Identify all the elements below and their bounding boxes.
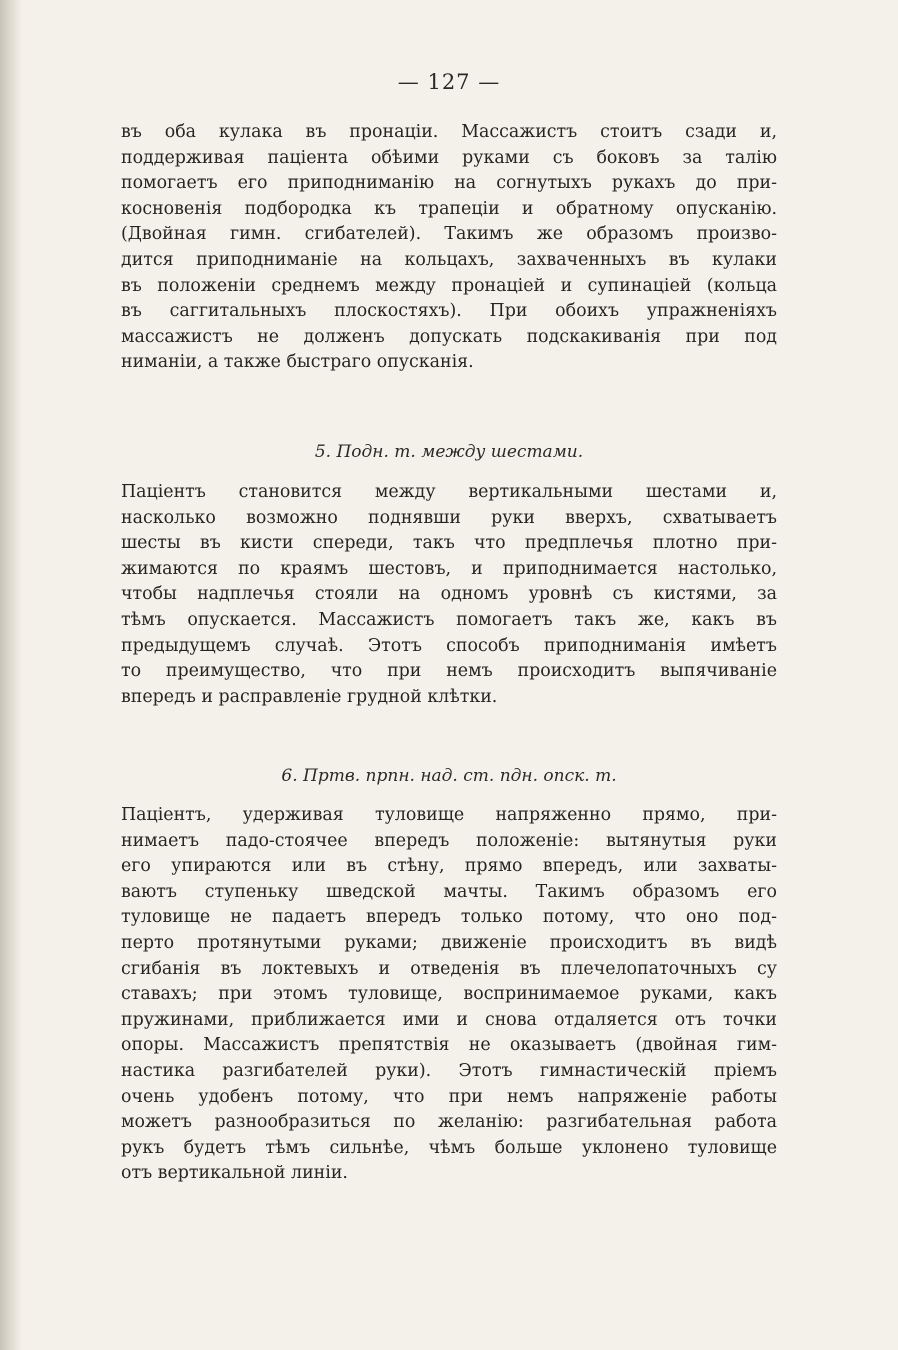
paragraph-1 xyxy=(121,120,777,376)
text-line: ставахъ; при этомъ туловище, воспринимаемое руками, какъ xyxy=(121,984,777,1005)
text-line: чтобы надплечья стояли на одномъ уровнѣ съ кистями, за xyxy=(121,584,777,605)
text-line: шесты въ кисти спереди, такъ что предплечья плотно при- xyxy=(121,533,777,554)
text-line: туловище не падаетъ впередъ только потому, что оно под- xyxy=(121,907,777,928)
text-line: въ саггитальныхъ плоскостяхъ). При обоихъ упражненіяхъ xyxy=(121,301,777,322)
paragraph-2 xyxy=(121,480,777,710)
text-line: настика разгибателей руки). Этотъ гимнастическій пріемъ xyxy=(121,1060,777,1081)
text-line: его упираются или въ стѣну, прямо впередъ, или захваты- xyxy=(121,856,777,877)
text-line: можетъ разнообразиться по желанію: разгибательная работа xyxy=(121,1112,777,1133)
page-number: — 127 — xyxy=(397,70,501,94)
text-line: (Двойная гимн. сгибателей). Такимъ же образомъ произво- xyxy=(121,224,777,245)
text-line: рукъ будетъ тѣмъ сильнѣе, чѣмъ больше уклонено туловище xyxy=(121,1137,777,1158)
text-line: ниманіи, а также быстраго опусканія. xyxy=(121,352,474,373)
text-line: косновенія подбородка къ трапеціи и обратному опусканію. xyxy=(121,198,777,219)
text-line: опоры. Массажистъ препятствія не оказываетъ (двойная гим- xyxy=(121,1035,777,1056)
text-line: помогаетъ его приподниманію на согнутыхъ рукахъ до при- xyxy=(121,173,777,194)
text-line: Паціентъ, удерживая туловище напряженно прямо, при- xyxy=(121,805,777,825)
text-line: нимаетъ падо-стоячее впередъ положеніе: вытянутыя руки xyxy=(121,830,777,851)
section-heading-5: 5. Подн. т. между шестами. xyxy=(314,442,584,462)
text-line: очень удобенъ потому, что при немъ напряженіе работы xyxy=(121,1086,777,1107)
text-line: Паціентъ становится между вертикальными шестами и, xyxy=(121,482,777,502)
paragraph-3 xyxy=(121,803,777,1187)
text-line: дится приподниманіе на кольцахъ, захваченныхъ въ кулаки xyxy=(121,249,777,270)
page-gutter-shadow xyxy=(0,0,22,1350)
text-line: тѣмъ опускается. Массажистъ помогаетъ такъ же, какъ въ xyxy=(121,609,777,630)
text-line: перто протянутыми руками; движеніе происходитъ въ видѣ xyxy=(121,932,777,953)
text-line: жимаются по краямъ шестовъ, и приподнимается настолько, xyxy=(121,558,777,579)
text-line: сгибанія въ локтевыхъ и отведенія въ плечелопаточныхъ су xyxy=(121,958,777,979)
text-line: ваютъ ступеньку шведской мачты. Такимъ образомъ его xyxy=(121,881,777,902)
text-line: поддерживая паціента обѣими руками съ боковъ за талію xyxy=(121,147,777,168)
text-line: отъ вертикальной линіи. xyxy=(121,1163,348,1184)
section-heading-6: 6. Пртв. прпн. над. ст. пдн. опск. т. xyxy=(281,766,617,786)
text-line: предыдущемъ случаѣ. Этотъ способъ приподниманія имѣетъ xyxy=(121,635,777,656)
text-line: массажистъ не долженъ допускать подскакиванія при под xyxy=(121,326,777,347)
text-line: въ положеніи среднемъ между пронаціей и супинаціей (кольца xyxy=(121,275,777,296)
text-line: въ оба кулака въ пронаціи. Массажистъ стоитъ сзади и, xyxy=(121,122,777,142)
text-line: то преимущество, что при немъ происходитъ выпячиваніе xyxy=(121,661,777,682)
text-line: насколько возможно поднявши руки вверхъ, схватываетъ xyxy=(121,507,777,528)
text-line: впередъ и расправленіе грудной клѣтки. xyxy=(121,686,498,707)
text-line: пружинами, приближается ими и снова отдаляется отъ точки xyxy=(121,1009,777,1030)
